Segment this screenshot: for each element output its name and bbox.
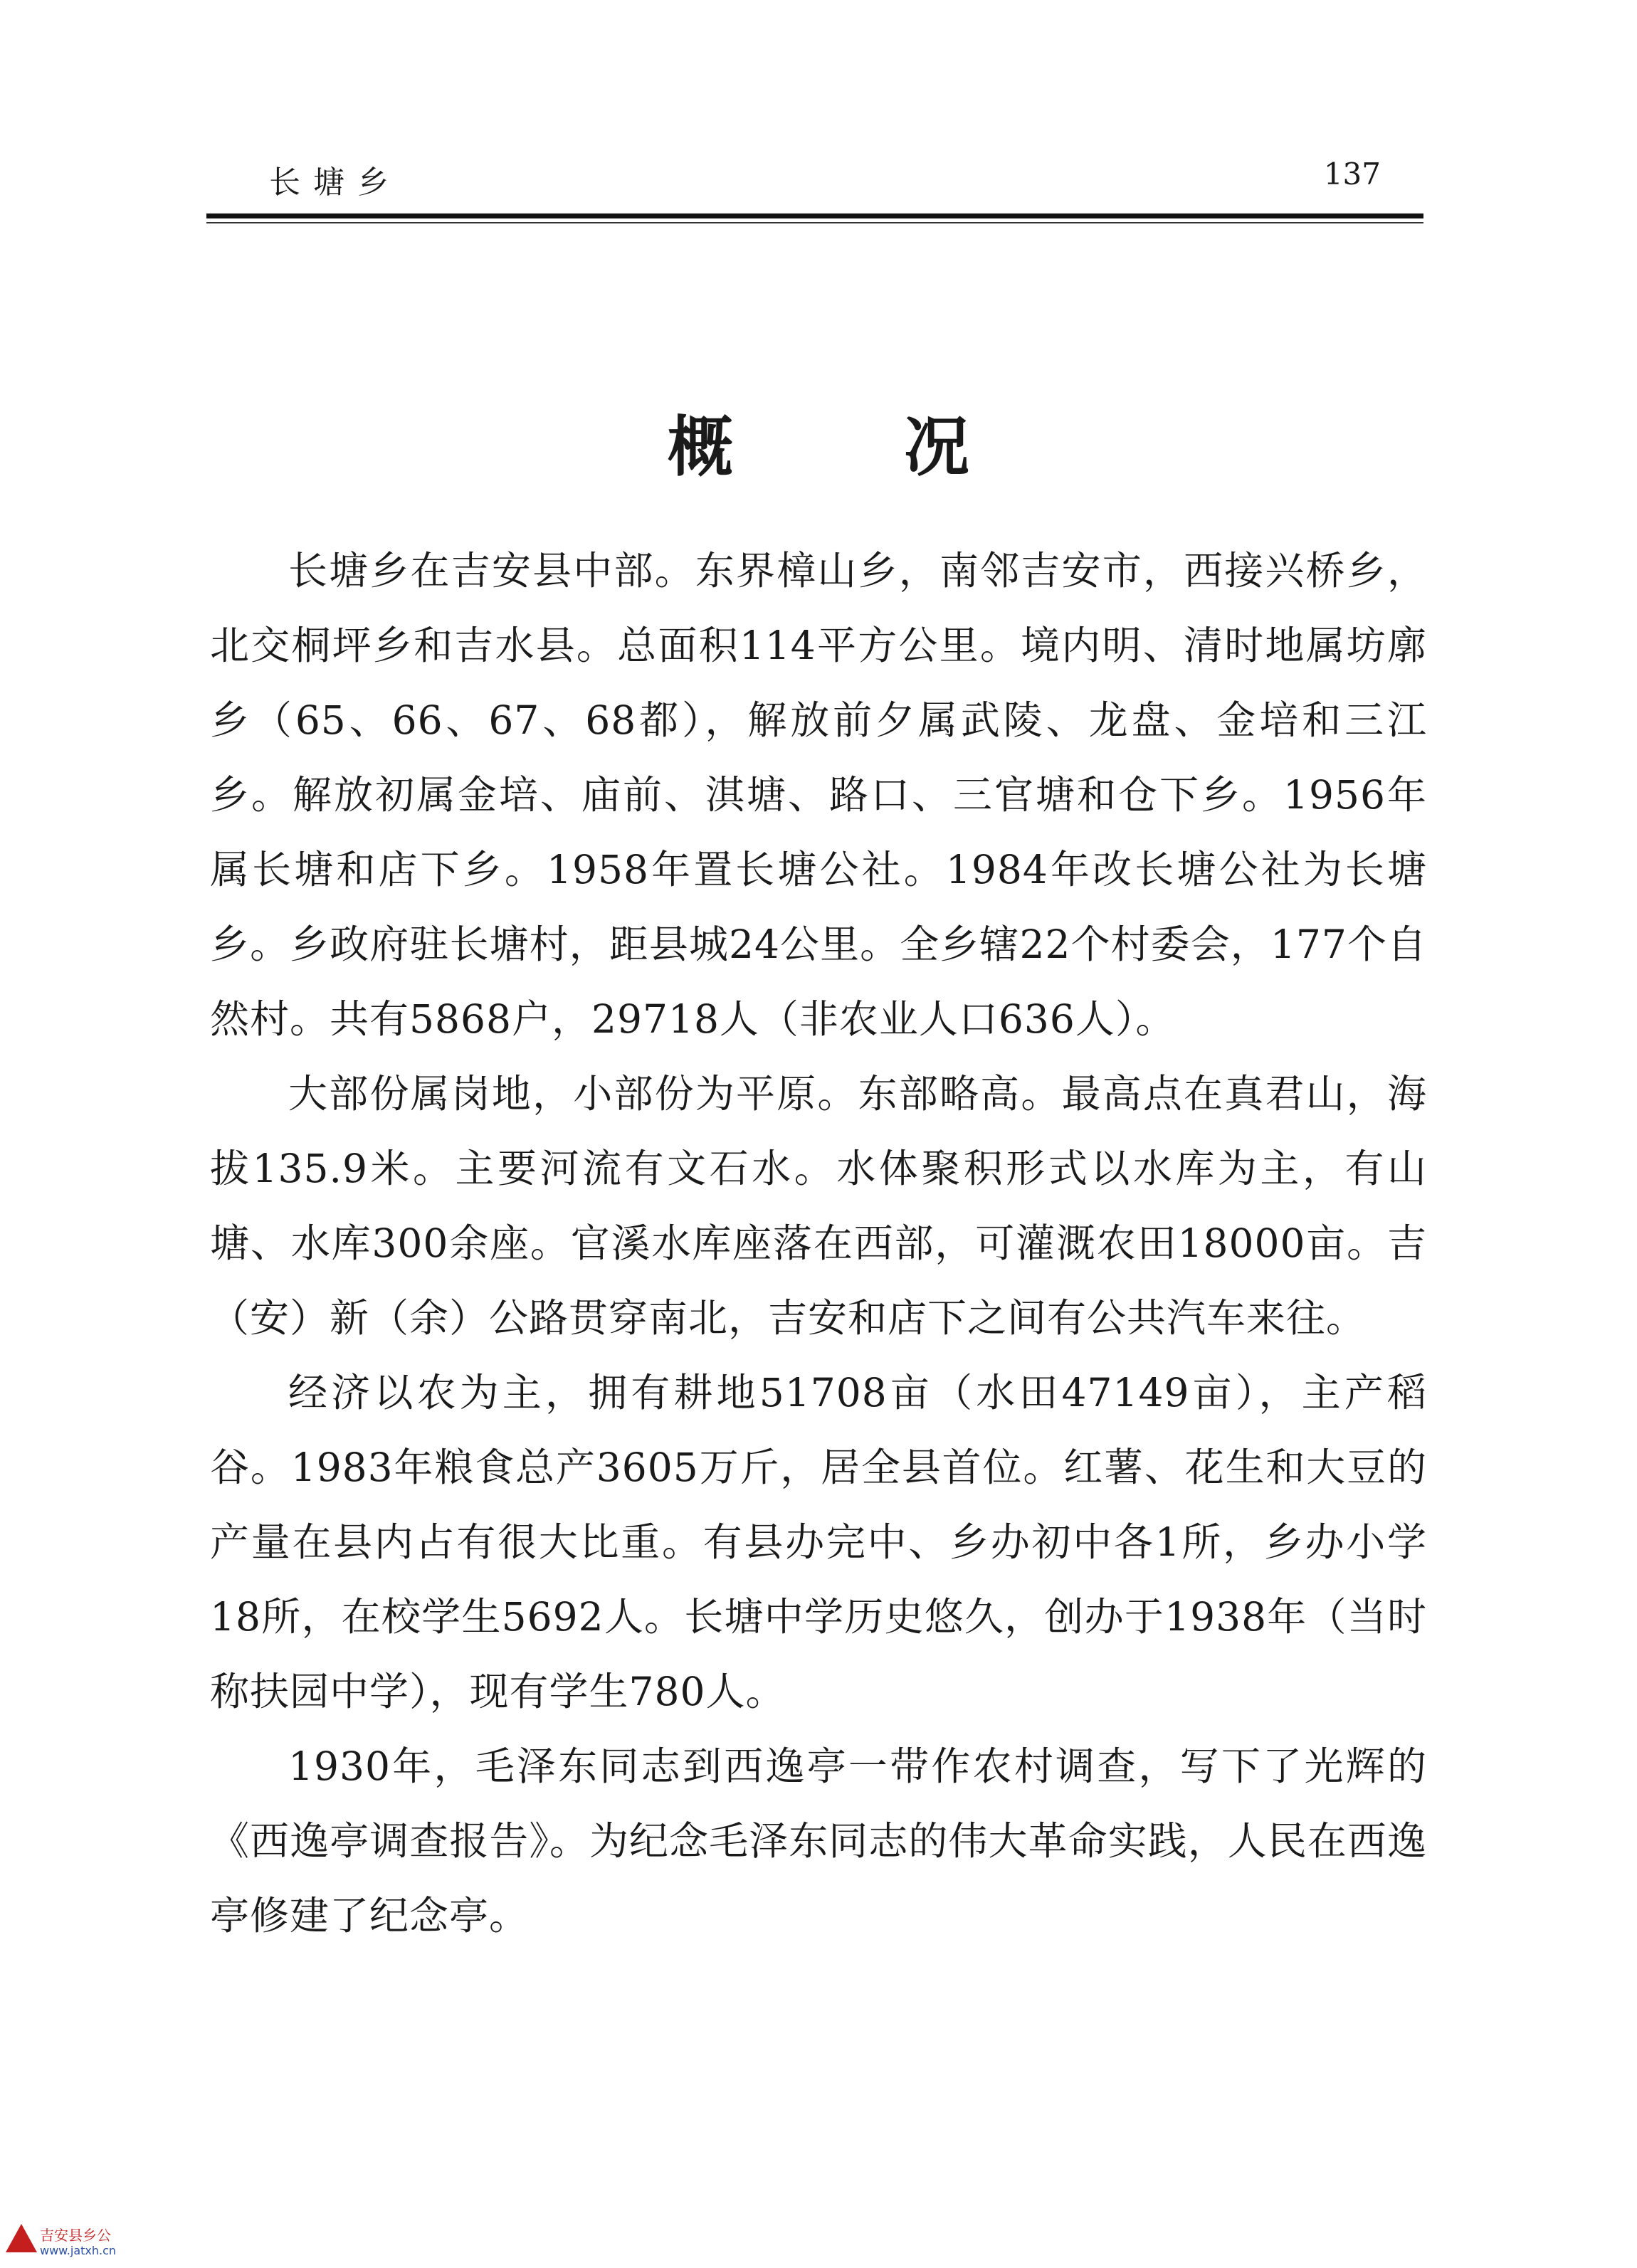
header-rule-thick [206,213,1423,218]
page-number: 137 [1323,157,1381,191]
paragraph-overview: 长塘乡在吉安县中部。东界樟山乡，南邻吉安市，西接兴桥乡，北交桐坪乡和吉水县。总面积114平方公里。境内明、清时地属坊廓乡（65、66、67、68都），解放前夕属武陵、龙盘、金培和三江乡。解放初属金培、庙前、淇塘、路口、三官塘和仓下乡。1956年属长塘和店下乡。1958年置长塘公社。1984年改长塘公社为长塘乡。乡政府驻长塘村，距县城24公里。全乡辖22个村委会，177个自然村。共有5868户，29718人（非农业人口636人）。 [210,548,1427,1042]
paragraph-history: 1930年，毛泽东同志到西逸亭一带作农村调查，写下了光辉的《西逸亭调查报告》。为纪念毛泽东同志的伟大革命实践，人民在西逸亭修建了纪念亭。 [210,1744,1427,1939]
page-header [206,149,1423,199]
logo-mark-icon [6,2224,37,2252]
body-text [210,534,1427,1953]
paragraph-geography: 大部份属岗地，小部份为平原。东部略高。最高点在真君山，海拔135.9米。主要河流有文石水。水体聚积形式以水库为主，有山塘、水库300余座。官溪水库座落在西部，可灌溉农田18000亩。吉（安）新（余）公路贯穿南北，吉安和店下之间有公共汽车来往。 [210,1071,1427,1341]
header-rule-thin [206,222,1423,223]
logo-text: 吉安县乡公 [40,2227,111,2244]
section-title: 概况 [668,408,1140,485]
paragraph-economy: 经济以农为主，拥有耕地51708亩（水田47149亩），主产稻谷。1983年粮食总产3605万斤，居全县首位。红薯、花生和大豆的产量在县内占有很大比重。有县办完中、乡办初中各1所，乡办小学18所，在校学生5692人。长塘中学历史悠久，创办于1938年（当时称扶园中学），现有学生780人。 [210,1370,1427,1714]
watermark-logo [6,2224,169,2263]
logo-url: www.jatxh.cn [40,2244,117,2257]
running-title: 长塘乡 [269,164,401,201]
